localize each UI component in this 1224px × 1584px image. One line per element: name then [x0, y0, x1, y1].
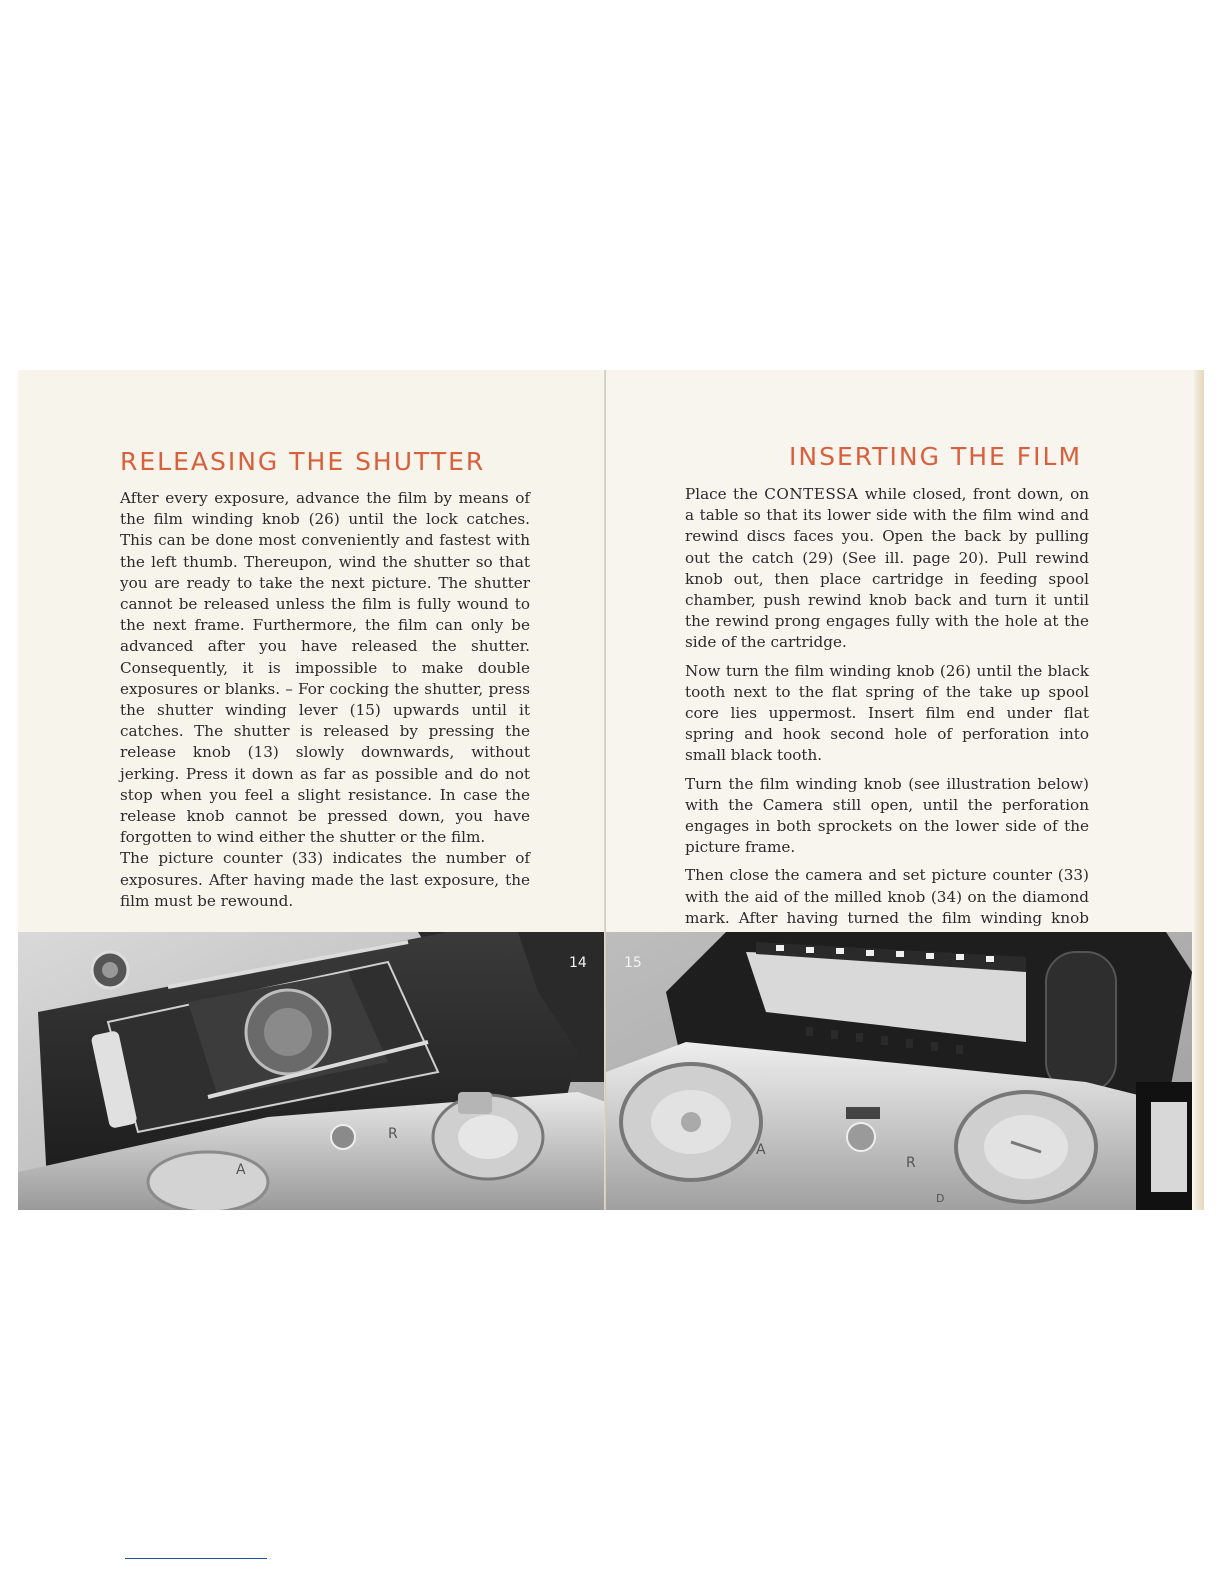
right-paragraph-1 — [685, 484, 1089, 654]
right-paragraph-2: Now turn the film winding knob (26) until the black tooth next to the flat spring of the take up spool core lies uppermost. Insert film end under flat spring and hook second hole of perforation into small black tooth. — [685, 661, 1089, 765]
page-number-14: 14 — [569, 955, 587, 971]
camera-photo-open-back — [18, 932, 606, 1210]
booklet-spread — [18, 370, 1204, 1210]
rewind-mark-right: R — [906, 1155, 916, 1171]
diamond-mark-label: D — [936, 1192, 945, 1205]
left-paragraph-2: The picture counter (33) indicates the number of exposures. After having made the last exposure, the film must be rewound. — [120, 849, 530, 910]
left-page-heading: RELEASING THE SHUTTER — [120, 447, 486, 476]
left-page-body — [120, 488, 530, 912]
advance-mark-left: A — [236, 1162, 246, 1178]
rewind-mark-left: R — [388, 1126, 398, 1142]
right-page — [606, 370, 1204, 1210]
left-page — [18, 370, 606, 1210]
page-number-15: 15 — [624, 955, 642, 971]
page-edge — [1194, 370, 1204, 1210]
right-paragraph-4: Then close the camera and set picture counter (33) with the aid of the milled knob (34) on the diamond mark. After having turned the film winding knob — [685, 866, 1089, 927]
p1-lead: Place the — [685, 485, 765, 503]
brand-name: CONTESSA — [764, 485, 859, 503]
footnote-rule — [125, 1558, 267, 1559]
right-page-heading: INSERTING THE FILM — [789, 442, 1083, 471]
right-page-body — [685, 484, 1089, 950]
p1-rest: while closed, front down, on a table so that its lower side with the film wind and rewind discs faces you. Open the back by pulling out the catch (29) (See ill. page 20). Pull rewind knob out, then place cartridge in feeding spool chamber, push rewind knob back and turn it until the rewind prong engages fully with the hole at the side of the cartridge. — [685, 485, 1089, 652]
left-paragraph-1: After every exposure, advance the film by means of the film winding knob (26) until the lock catches. This can be done most conveniently and fastest with the left thumb. Thereupon, wind the shutter so that you are ready to take the next picture. The shutter cannot be released unless the film is fully wound to the next frame. Furthermore, the film can only be advanced after you have released the shutter. Consequently, it is impossible to make double exposures or blanks. – For cocking the shutter, press the shutter winding lever (15) upwards until it catches. The shutter is released by pressing the release knob (13) slowly downwards, without jerking. Press it down as far as possible and do not stop when you feel a slight resistance. In case the release knob cannot be pressed down, you have forgotten to wind either the shutter or the film. — [120, 489, 530, 847]
camera-photo-film-loaded — [606, 932, 1192, 1210]
right-paragraph-3: Turn the film winding knob (see illustration below) with the Camera still open, until the perforation engages in both sprockets on the lower side of the picture frame. — [685, 774, 1089, 857]
advance-mark-right: A — [756, 1142, 766, 1158]
